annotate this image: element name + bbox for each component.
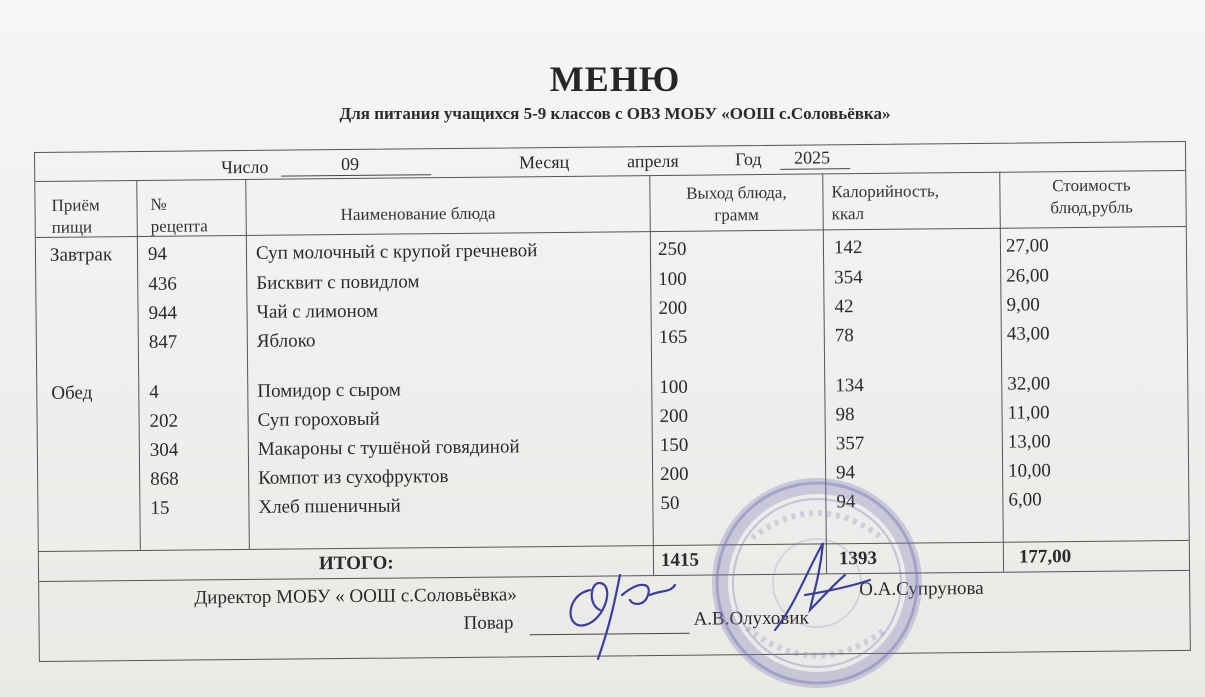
dish-name: Макароны с тушёной говядиной xyxy=(257,436,520,460)
cook-signature xyxy=(560,555,680,665)
dish-cost: 43,00 xyxy=(1006,323,1050,345)
director-name: О.А.Супрунова xyxy=(859,577,984,601)
dish-cost: 9,00 xyxy=(1006,294,1040,316)
dish-calories: 94 xyxy=(836,491,856,513)
dish-calories: 78 xyxy=(834,325,854,347)
year-label: Год xyxy=(735,149,762,170)
document-title: МЕНЮ xyxy=(549,59,681,99)
dish-cost: 11,00 xyxy=(1007,402,1050,424)
dish-name: Чай с лимоном xyxy=(256,300,379,323)
recipe-number: 436 xyxy=(148,273,177,295)
dish-cost: 32,00 xyxy=(1007,373,1051,395)
dish-cost: 10,00 xyxy=(1008,460,1051,482)
total-cost: 177,00 xyxy=(1018,546,1072,568)
dish-calories: 94 xyxy=(836,462,856,484)
meal-lunch-label: Обед xyxy=(51,382,93,404)
dish-name: Суп гороховый xyxy=(257,408,380,431)
header-calories: Калорийность, ккал xyxy=(831,181,940,224)
dish-name: Бисквит с повидлом xyxy=(256,271,420,294)
recipe-number: 15 xyxy=(150,497,170,519)
dish-calories: 142 xyxy=(833,237,863,259)
month-value: апреля xyxy=(627,150,679,172)
dish-yield: 250 xyxy=(657,238,687,261)
total-yield: 1415 xyxy=(660,549,700,572)
cook-name: А.В.Олуховик xyxy=(693,607,809,630)
dish-yield: 100 xyxy=(659,376,688,399)
recipe-number: 202 xyxy=(149,410,179,432)
dish-name: Хлеб пшеничный xyxy=(258,495,401,518)
dish-yield: 200 xyxy=(659,405,689,428)
recipe-number: 94 xyxy=(147,243,168,265)
dish-yield: 50 xyxy=(660,492,680,515)
dish-calories: 134 xyxy=(835,375,864,397)
dish-name: Яблоко xyxy=(256,330,316,352)
recipe-number: 304 xyxy=(149,439,179,461)
dish-cost: 13,00 xyxy=(1007,431,1051,453)
dish-yield: 150 xyxy=(659,434,689,457)
header-recipe: № рецепта xyxy=(150,194,208,236)
total-label: ИТОГО: xyxy=(318,552,394,575)
table-line xyxy=(999,172,1004,572)
recipe-number: 868 xyxy=(150,468,179,490)
dish-cost: 26,00 xyxy=(1006,265,1050,287)
header-cost: Стоимость блюд,рубль xyxy=(1050,175,1133,218)
dish-yield: 165 xyxy=(658,326,688,349)
header-meal: Приём пищи xyxy=(51,195,100,237)
dish-name: Суп молочный с крупой гречневой xyxy=(255,240,538,264)
dish-calories: 354 xyxy=(834,267,863,289)
total-calories: 1393 xyxy=(838,547,878,570)
dish-yield: 100 xyxy=(658,268,687,291)
dish-cost: 6,00 xyxy=(1008,489,1042,511)
cook-label: Повар xyxy=(463,612,514,634)
day-label: Число xyxy=(221,156,269,178)
dish-yield: 200 xyxy=(658,297,688,320)
dish-calories: 42 xyxy=(834,296,854,318)
year-value: 2025 xyxy=(780,147,850,170)
recipe-number: 944 xyxy=(148,302,178,324)
dish-name: Помидор с сыром xyxy=(257,379,401,402)
dish-calories: 98 xyxy=(835,404,855,426)
table-line xyxy=(649,175,654,575)
director-signature xyxy=(765,535,878,645)
dish-yield: 200 xyxy=(660,463,689,486)
month-label: Месяц xyxy=(519,151,570,173)
recipe-number: 4 xyxy=(149,381,159,403)
header-dish: Наименование блюда xyxy=(340,203,496,225)
document-subtitle: Для питания учащихся 5-9 классов с ОВЗ МОБУ «ООШ с.Соловьёвка» xyxy=(339,104,891,123)
director-label: Директор МОБУ « ООШ с.Соловьёвка» xyxy=(194,584,517,609)
day-value: 09 xyxy=(281,153,431,176)
dish-calories: 357 xyxy=(835,433,865,455)
recipe-number: 847 xyxy=(148,331,178,353)
table-line xyxy=(39,540,1189,552)
meal-breakfast-label: Завтрак xyxy=(49,244,113,266)
header-yield: Выход блюда, грамм xyxy=(686,182,787,225)
dish-name: Компот из сухофруктов xyxy=(258,466,449,489)
dish-cost: 27,00 xyxy=(1005,235,1049,257)
